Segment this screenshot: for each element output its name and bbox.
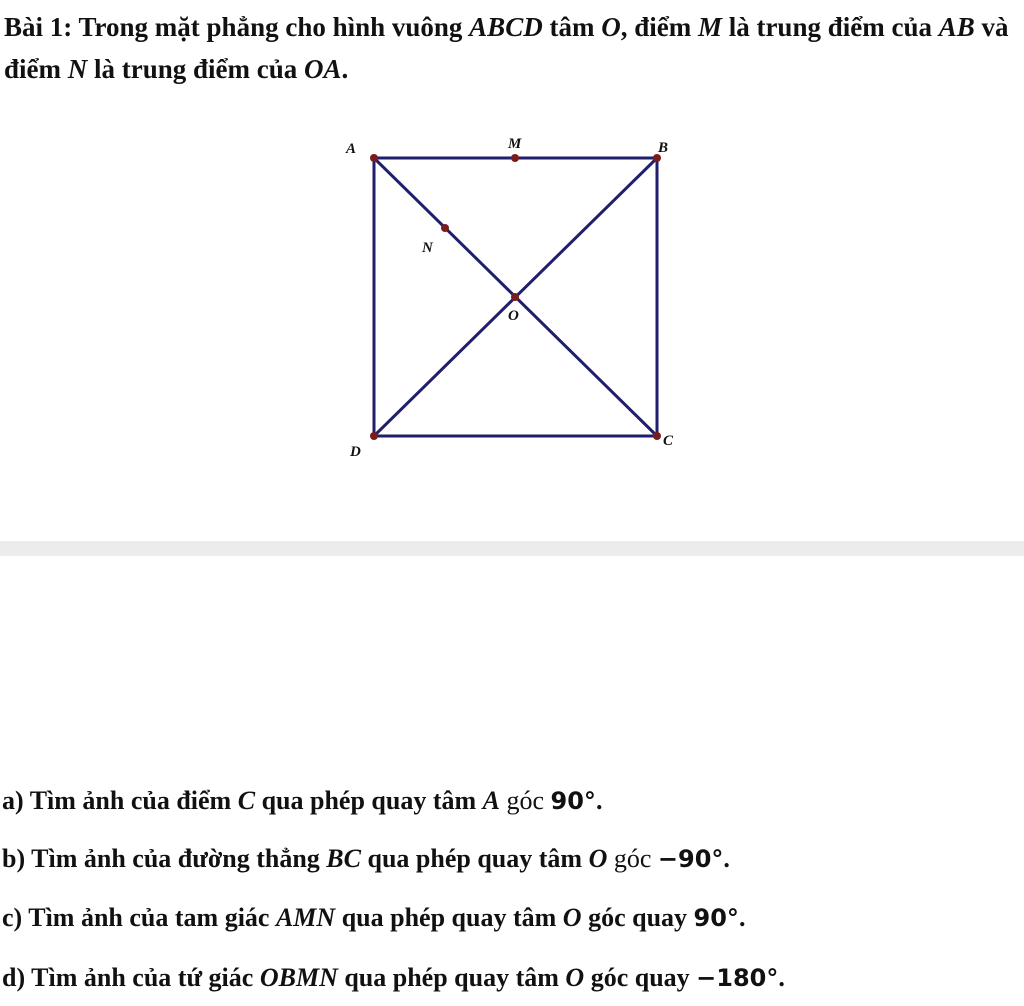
- question-text: góc: [607, 844, 658, 873]
- label-d: D: [350, 444, 361, 460]
- question-text: .: [723, 844, 730, 873]
- question-text: góc quay: [584, 963, 697, 992]
- statement-text: .: [341, 54, 349, 84]
- problem-statement: [4, 6, 1014, 90]
- rotation-angle: 90°: [693, 904, 739, 932]
- rotation-center: O: [565, 963, 585, 992]
- statement-text: và điểm: [4, 12, 1009, 84]
- point-n: [441, 224, 449, 232]
- point-o: [511, 293, 519, 301]
- question-text: a) Tìm ảnh của điểm: [2, 786, 238, 815]
- rotation-angle: −180°: [696, 964, 779, 992]
- rotation-angle: −90°: [657, 845, 724, 873]
- question-object: C: [237, 786, 256, 815]
- point-n-name: N: [67, 54, 88, 84]
- label-m: M: [508, 136, 522, 152]
- square-figure: [330, 120, 690, 465]
- question-object: BC: [326, 844, 361, 873]
- rotation-center: A: [482, 786, 500, 815]
- question-d: [2, 962, 1022, 994]
- point-c: [653, 432, 661, 440]
- label-b: B: [658, 140, 669, 156]
- rotation-angle: 90°: [550, 787, 596, 815]
- question-text: góc: [499, 786, 551, 815]
- statement-text: Trong mặt phẳng cho hình vuông: [78, 12, 470, 42]
- segment-ab-name: AB: [938, 12, 975, 42]
- question-text: qua phép quay tâm: [335, 903, 563, 932]
- question-b: [2, 843, 1022, 875]
- label-a: A: [346, 141, 357, 157]
- rotation-center: O: [562, 903, 582, 932]
- question-a: [2, 785, 1022, 817]
- question-object: AMN: [275, 903, 336, 932]
- question-text: .: [595, 786, 603, 815]
- question-text: .: [738, 903, 746, 932]
- statement-text: là trung điểm của: [721, 12, 939, 42]
- label-o: O: [508, 308, 519, 324]
- point-m: [511, 154, 519, 162]
- question-text: b) Tìm ảnh của đường thẳng: [2, 844, 327, 873]
- statement-text: tâm: [542, 12, 602, 42]
- statement-text: , điểm: [620, 12, 698, 42]
- point-m-name: M: [697, 12, 722, 42]
- segment-oa-name: OA: [304, 54, 342, 84]
- question-text: d) Tìm ảnh của tứ giác: [2, 963, 260, 992]
- question-text: qua phép quay tâm: [255, 786, 483, 815]
- point-a: [370, 154, 378, 162]
- label-n: N: [422, 240, 433, 256]
- question-text: qua phép quay tâm: [337, 963, 566, 992]
- rotation-center: O: [588, 844, 608, 873]
- question-text: .: [778, 963, 785, 992]
- label-c: C: [663, 433, 674, 449]
- center-name: O: [601, 12, 621, 42]
- question-c: [2, 902, 1022, 934]
- question-text: qua phép quay tâm: [360, 844, 589, 873]
- question-text: góc quay: [581, 903, 694, 932]
- question-object: OBMN: [259, 963, 338, 992]
- square-name: ABCD: [469, 12, 543, 42]
- point-d: [370, 432, 378, 440]
- section-divider: [0, 541, 1024, 556]
- question-text: c) Tìm ảnh của tam giác: [2, 903, 276, 932]
- statement-text: là trung điểm của: [87, 54, 305, 84]
- problem-heading: Bài 1:: [4, 12, 73, 42]
